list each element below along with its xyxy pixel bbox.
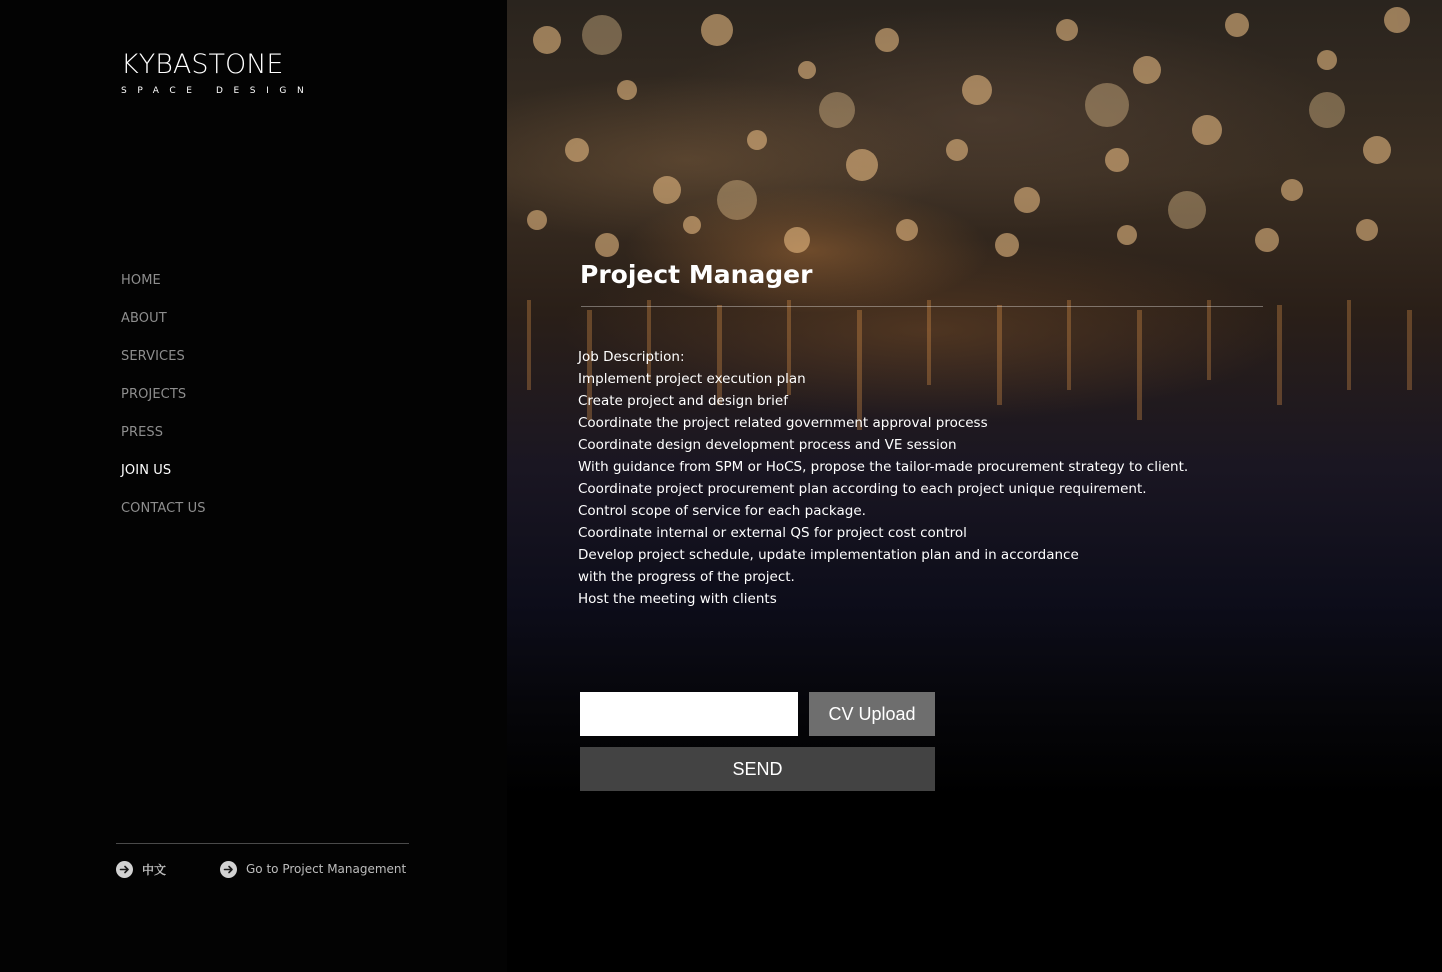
description-line: Develop project schedule, update implementation plan and in accordance	[578, 547, 1079, 563]
description-line: Coordinate the project related government approval process	[578, 415, 988, 431]
cv-upload-button[interactable]: CV Upload	[809, 692, 935, 736]
nav-link-home[interactable]: HOME	[121, 273, 161, 288]
description-line: Implement project execution plan	[578, 371, 806, 387]
main-nav	[121, 269, 206, 535]
description-line: Host the meeting with clients	[578, 591, 777, 607]
sidebar-divider	[116, 843, 409, 844]
nav-item-services	[121, 345, 206, 383]
description-line: With guidance from SPM or HoCS, propose the tailor-made procurement strategy to client.	[578, 459, 1189, 475]
brand-name: KYBASTONE	[121, 49, 284, 80]
nav-link-join-us[interactable]: JOIN US	[121, 463, 172, 478]
nav-link-services[interactable]: SERVICES	[121, 349, 185, 364]
job-description	[578, 346, 1258, 610]
arrow-right-circle-icon	[220, 861, 237, 878]
description-line: Create project and design brief	[578, 393, 788, 409]
description-line: Coordinate internal or external QS for project cost control	[578, 525, 967, 541]
nav-item-press	[121, 421, 206, 459]
description-line: Coordinate project procurement plan according to each project unique requirement.	[578, 481, 1147, 497]
language-switch-label: 中文	[142, 862, 167, 877]
description-line: with the progress of the project.	[578, 569, 795, 585]
nav-link-contact-us[interactable]: CONTACT US	[121, 501, 206, 516]
nav-item-about	[121, 307, 206, 345]
nav-item-projects	[121, 383, 206, 421]
description-line: Job Description:	[578, 349, 685, 365]
nav-item-join-us	[121, 459, 206, 497]
title-divider	[581, 306, 1263, 307]
language-switch-link[interactable]	[116, 860, 166, 878]
brand-tagline: SPACE DESIGN	[121, 86, 315, 96]
main-content	[507, 0, 1442, 972]
nav-item-contact-us	[121, 497, 206, 535]
nav-item-home	[121, 269, 206, 307]
project-management-link[interactable]	[220, 860, 406, 878]
brand-logo[interactable]	[121, 49, 315, 97]
project-management-label: Go to Project Management	[246, 862, 407, 876]
description-line: Control scope of service for each package.	[578, 503, 866, 519]
arrow-right-circle-icon	[116, 861, 133, 878]
send-button[interactable]: SEND	[580, 747, 935, 791]
nav-link-about[interactable]: ABOUT	[121, 311, 167, 326]
description-line: Coordinate design development process and VE session	[578, 437, 957, 453]
nav-link-projects[interactable]: PROJECTS	[121, 387, 187, 402]
cv-file-input[interactable]	[580, 692, 798, 736]
sidebar	[0, 0, 507, 972]
nav-link-press[interactable]: PRESS	[121, 425, 164, 440]
job-title: Project Manager	[580, 260, 813, 289]
